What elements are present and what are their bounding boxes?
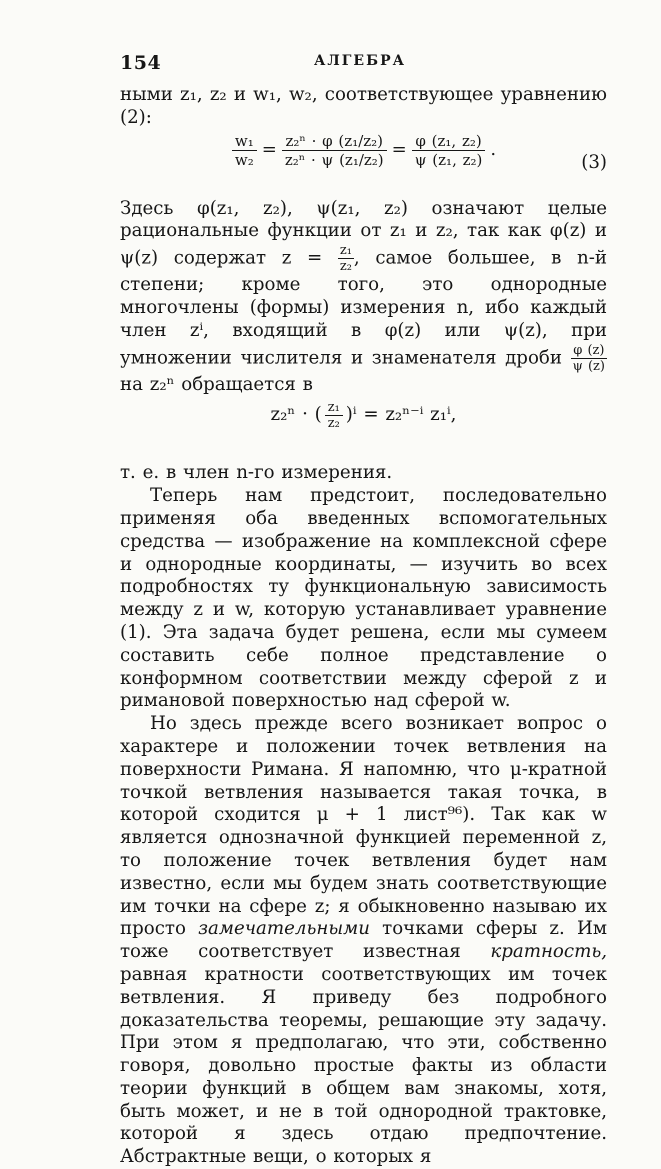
- inline-fraction-z: $\frac{\text{z₁}}{\text{z₂}}$: [339, 243, 352, 275]
- fraction-w: $\frac{\text{w₁}}{\text{w₂}}$: [232, 132, 257, 169]
- emphasis-multiplicity: кратность,: [490, 941, 607, 963]
- paragraph-1: ными z₁, z₂ и w₁, w₂, соответствующее уравнению (2):: [120, 84, 607, 128]
- fraction-phi-psi: $\frac{\text{φ (z₁, z₂)}}{\text{ψ (z₁, z₂)}}$: [412, 132, 486, 169]
- fraction-homogeneous: $\frac{\text{z₂ⁿ · φ (z₁/z₂)}}{\text{z₂ⁿ · ψ (z₁/z₂)}}$: [282, 132, 387, 169]
- emphasis-remarkable: замечательными: [198, 918, 370, 940]
- inline-fraction-phi-psi: $\frac{\varphi (z)}{\psi (z)}$: [572, 342, 605, 374]
- equation-monomial: z₂ⁿ · ( $\frac{\text{z₁}}{\text{z₂}}$ )ⁱ = z₂ⁿ⁻ⁱ z₁ⁱ,: [270, 400, 457, 432]
- body-text: [120, 84, 607, 1169]
- page-number: 154: [120, 52, 162, 74]
- equation-number: (3): [581, 151, 607, 173]
- paragraph-3: т. е. в член n-го измерения.: [120, 462, 393, 484]
- paragraph-5: Но здесь прежде всего возникает вопрос о характере и положении точек ветвления на поверхности Римана. Я напомню, что μ-кратной точкой ветвления называется такая точка, в которой сходится μ + 1 лист⁹⁶). Так как w является однозначной функцией переменной z, то положение точек ветвления будет нам известно, если мы будем знать соответствующие им точки на сфере z; я обыкновенно называю их просто замечательными точками сферы z. Им тоже соответствует известная кратность, равная кратности соответствующих им точек ветвления. Я приведу без подробного доказательства теоремы, решающие эту задачу. При этом я предполагаю, что эти, собственно говоря, довольно простые факты из области теории функций в общем вам знакомы, хотя, быть может, и не в той однородной трактовке, которой я здесь отдаю предпочтение. Абстрактные вещи, о которых я: [120, 713, 607, 1168]
- fraction-z-ratio: $\frac{\text{z₁}}{\text{z₂}}$: [325, 400, 343, 431]
- paragraph-2: Здесь φ(z₁, z₂), ψ(z₁, z₂) означают целые рациональные функции от z₁ и z₂, так как φ(z) и ψ(z) содержат z = $\frac{\text{z₁}}{\text{z₂}}$ , самое большее, в n-й степени; кроме того, это однородные многочлены (формы) измерения n, ибо каждый член zⁱ, входящий в φ(z) или ψ(z), при умножении числителя и знаменателя дроби $\frac{\varphi (z)}{\psi (z)}$ на z₂ⁿ обращается в: [120, 197, 607, 395]
- paragraph-4: Теперь нам предстоит, последовательно применяя оба введенных вспомогательных средства — изображение на комплексной сфере и однородные координаты, — изучить во всех подробностях ту функциональную зависимость между z и w, которую устанавливает уравнение (1). Эта задача будет решена, если мы сумеем составить себе полное представление о конформном соответствии между сферой z и римановой поверхностью над сферой w.: [120, 485, 607, 712]
- page-header: [120, 52, 600, 76]
- equation-3: $\frac{\text{w₁}}{\text{w₂}}$ = $\frac{\text{z₂ⁿ · φ (z₁/z₂)}}{\text{z₂ⁿ · ψ (z₁/z₂)}}$ = $\frac{\text{φ (z₁, z₂)}}{\text{ψ (z₁, z₂)}}$ . (3): [120, 130, 607, 198]
- running-head: АЛГЕБРА: [313, 53, 406, 69]
